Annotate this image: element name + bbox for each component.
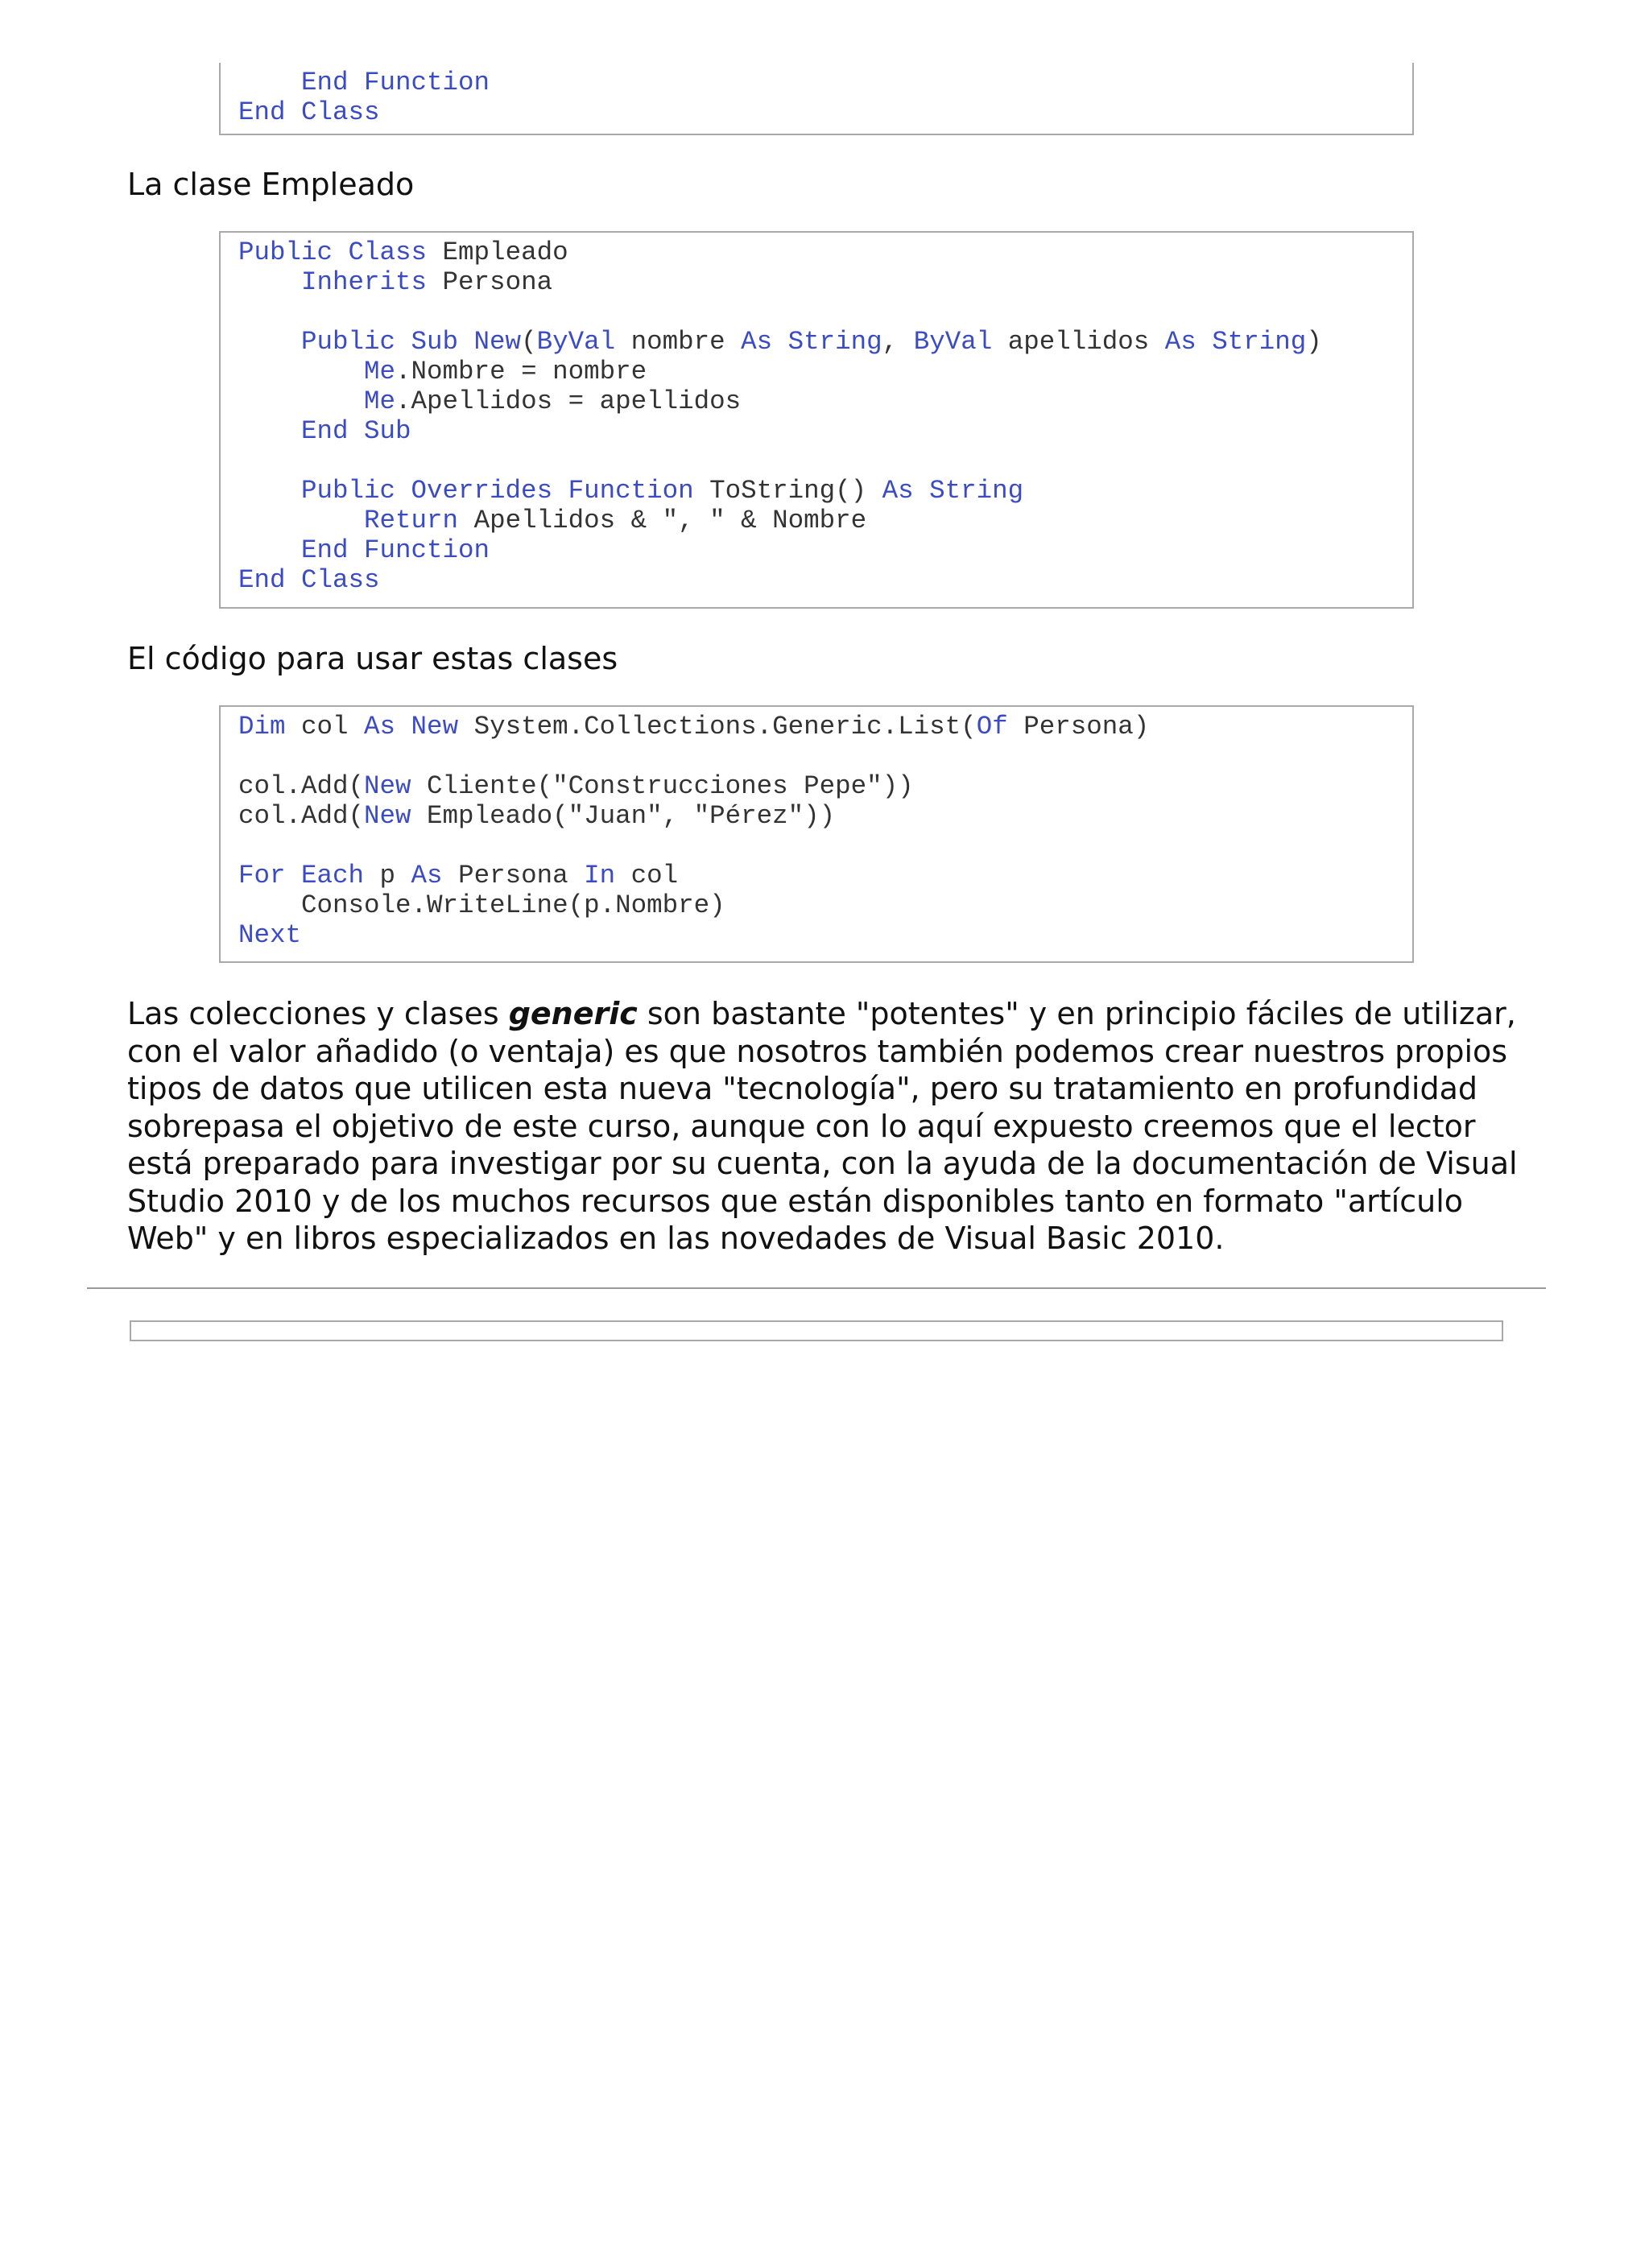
code-keyword: Next xyxy=(238,920,302,950)
code-keyword: Return xyxy=(364,506,459,535)
code-keyword: ByVal xyxy=(913,327,993,357)
paragraph-text-start: Las colecciones y clases xyxy=(127,996,509,1031)
paragraph-emphasis: generic xyxy=(508,996,638,1031)
section-heading-empleado: La clase Empleado xyxy=(127,167,415,202)
code-keyword: End Sub xyxy=(301,416,411,446)
code-keyword: Public Class xyxy=(238,238,428,267)
code-listing: Public Class Empleado Inherits Persona Public Sub New(ByVal nombre As String, ByVal apellidos As String) Me.Nombre = nombre Me.Apellidos = apellidos End Sub Public Overrides Function ToString() As String Return Apellidos & ", " & Nombre End Function End Class xyxy=(238,238,1322,595)
code-keyword: As xyxy=(411,861,443,890)
code-block-persona-end xyxy=(219,63,1414,135)
code-keyword: Me xyxy=(364,386,396,416)
code-keyword: Of xyxy=(976,712,1008,742)
code-keyword: As String xyxy=(741,327,882,357)
code-keyword: New xyxy=(364,771,411,801)
code-keyword: End Function xyxy=(301,535,490,565)
code-keyword: As String xyxy=(1164,327,1307,357)
code-keyword: End Class xyxy=(238,565,380,595)
code-keyword: Public Sub New xyxy=(301,327,522,357)
code-keyword: New xyxy=(364,801,411,831)
code-keyword: Dim xyxy=(238,712,286,742)
code-keyword: End Function xyxy=(301,68,490,97)
code-listing xyxy=(238,68,1412,127)
code-keyword: ByVal xyxy=(536,327,616,357)
code-keyword: As New xyxy=(364,712,459,742)
code-keyword: In xyxy=(584,861,616,890)
code-keyword: Public Overrides Function xyxy=(301,476,694,506)
code-keyword: Inherits xyxy=(301,267,428,297)
code-keyword: End Class xyxy=(238,97,380,127)
code-keyword: For Each xyxy=(238,861,365,890)
code-block-usage xyxy=(219,705,1414,963)
code-listing: Dim col As New System.Collections.Generic.List(Of Persona) col.Add(New Cliente("Construcciones Pepe")) col.Add(New Empleado("Juan", "Pérez")) For Each p As Persona In col Console.WriteLine(p.Nombre) Next xyxy=(238,712,1150,950)
footer-box xyxy=(130,1320,1503,1341)
section-heading-codigo: El código para usar estas clases xyxy=(127,641,618,676)
closing-paragraph xyxy=(127,995,1528,1258)
paragraph-text-end: son bastante "potentes" y en principio fáciles de utilizar, con el valor añadido (o ventaja) es que nosotros también podemos crear nuestros propios tipos de datos que utilicen esta nueva "tecnología", pero su tratamiento en profundidad sobrepasa el objetivo de este curso, aunque con lo aquí expuesto creemos que el lector está preparado para investigar por su cuenta, con la ayuda de la documentación de Visual Studio 2010 y de los muchos recursos que están disponibles tanto en formato "artículo Web" y en libros especializados en las novedades de Visual Basic 2010. xyxy=(127,996,1518,1256)
code-keyword: Me xyxy=(364,357,396,386)
code-keyword: As String xyxy=(882,476,1024,506)
horizontal-divider xyxy=(87,1287,1546,1289)
code-block-empleado xyxy=(219,231,1414,609)
